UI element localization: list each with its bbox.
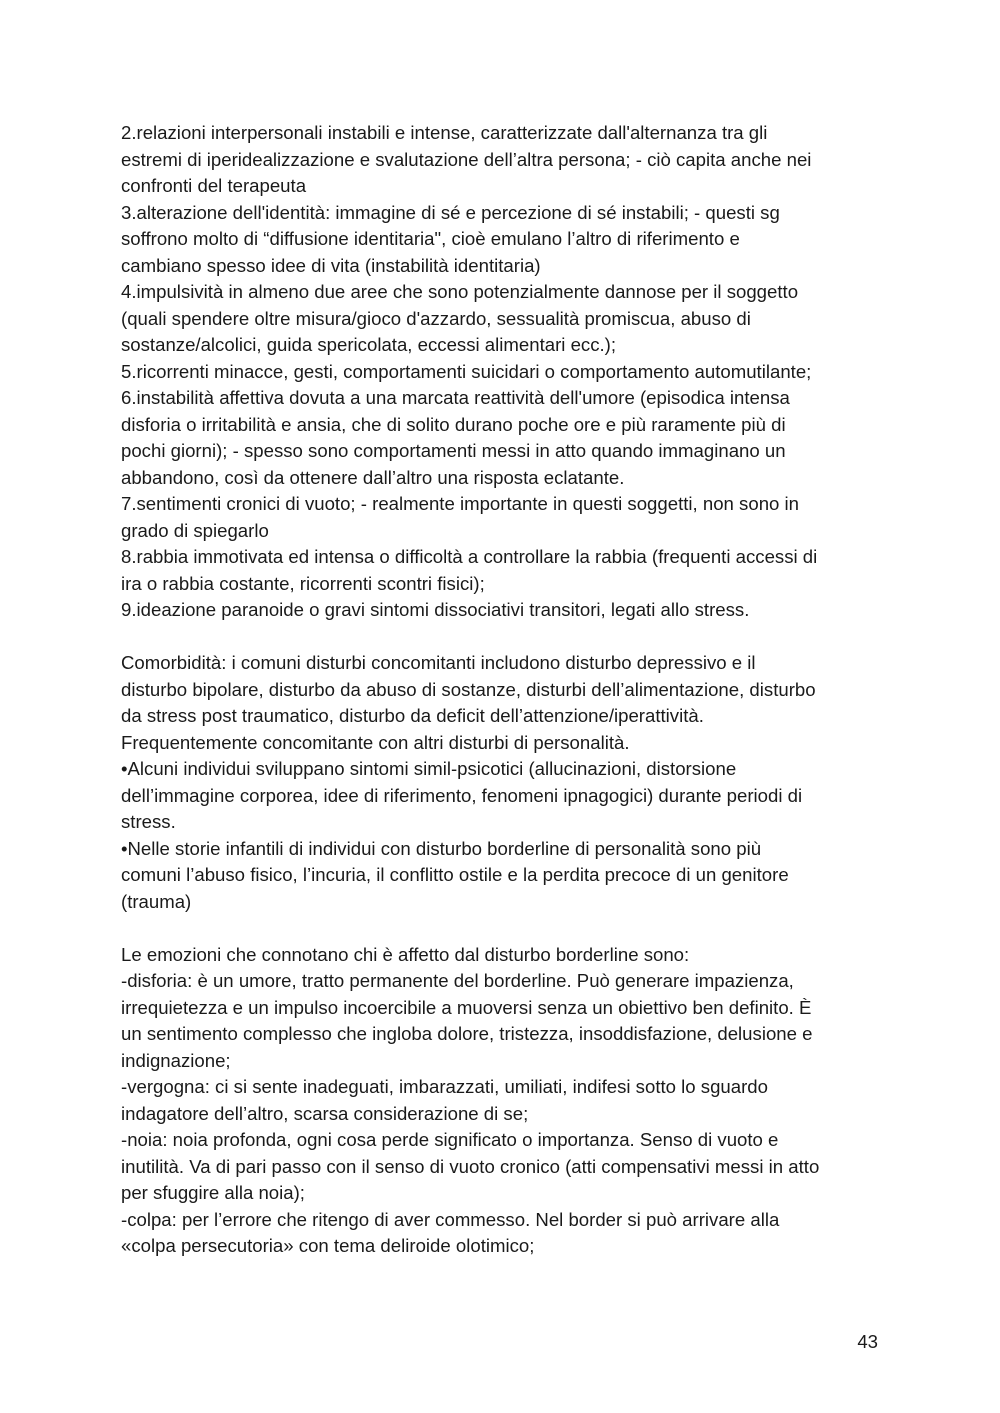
paragraph <box>121 942 891 1260</box>
text-line: comuni l’abuso fisico, l’incuria, il conflitto ostile e la perdita precoce di un genitore <box>121 864 789 885</box>
text-line: sostanze/alcolici, guida spericolata, eccessi alimentari ecc.); <box>121 334 617 355</box>
text-line: soffrono molto di “diffusione identitaria", cioè emulano l’altro di riferimento e <box>121 228 740 249</box>
text-line: 9.ideazione paranoide o gravi sintomi dissociativi transitori, legati allo stress. <box>121 599 750 620</box>
text-line: 7.sentimenti cronici di vuoto; - realmente importante in questi soggetti, non sono in <box>121 493 800 514</box>
text-line: inutilità. Va di pari passo con il senso di vuoto cronico (atti compensativi messi in atto <box>121 1155 820 1177</box>
text-line: indignazione; <box>121 1049 231 1071</box>
text-line: •Nelle storie infantili di individui con disturbo borderline di personalità sono più <box>121 837 762 859</box>
paragraph-gap <box>121 624 891 651</box>
text-line: (quali spendere oltre misura/gioco d'azzardo, sessualità promiscua, abuso di <box>121 307 751 329</box>
text-line: Frequentemente concomitante con altri disturbi di personalità. <box>121 731 630 753</box>
text-line: Le emozioni che connotano chi è affetto dal disturbo borderline sono: <box>121 943 690 965</box>
text-line: disforia o irritabilità e ansia, che di solito durano poche ore e più raramente più di <box>121 413 786 435</box>
paragraph-gap <box>121 915 891 942</box>
text-line: da stress post traumatico, disturbo da deficit dell’attenzione/iperattività. <box>121 705 704 726</box>
text-line: dell’immagine corporea, idee di riferimento, fenomeni ipnagogici) durante periodi di <box>121 784 803 806</box>
text-line: 4.impulsività in almeno due aree che sono potenzialmente dannose per il soggetto <box>121 281 799 302</box>
text-line: 2.relazioni interpersonali instabili e intense, caratterizzate dall'alternanza tra gli <box>121 122 768 143</box>
text-line: 3.alterazione dell'identità: immagine di sé e percezione di sé instabili; - questi sg <box>121 201 780 223</box>
text-line: -vergogna: ci si sente inadeguati, imbarazzati, umiliati, indifesi sotto lo sguardo <box>121 1076 768 1097</box>
text-line: irrequietezza e un impulso incoercibile a muoversi senza un obiettivo ben definito. È <box>121 996 812 1018</box>
text-line: stress. <box>121 811 176 832</box>
text-line: 6.instabilità affettiva dovuta a una marcata reattività dell'umore (episodica intensa <box>121 387 790 408</box>
text-line: confronti del terapeuta <box>121 175 307 196</box>
text-line: 5.ricorrenti minacce, gesti, comportamenti suicidari o comportamento automutilante; <box>121 360 812 382</box>
text-line: un sentimento complesso che ingloba dolore, tristezza, insoddisfazione, delusione e <box>121 1023 813 1044</box>
text-line: Comorbidità: i comuni disturbi concomitanti includono disturbo depressivo e il <box>121 652 756 673</box>
text-line: ira o rabbia costante, ricorrenti scontri fisici); <box>121 572 485 594</box>
paragraph <box>121 650 891 915</box>
text-line: cambiano spesso idee di vita (instabilità identitaria) <box>121 254 541 276</box>
text-line: -disforia: è un umore, tratto permanente del borderline. Può generare impazienza, <box>121 970 794 991</box>
text-line: •Alcuni individui sviluppano sintomi simil-psicotici (allucinazioni, distorsione <box>121 758 737 779</box>
page-number: 43 <box>857 1331 878 1352</box>
paragraph <box>121 120 891 624</box>
text-line: -colpa: per l’errore che ritengo di aver commesso. Nel border si può arrivare alla <box>121 1208 780 1230</box>
text-line: grado di spiegarlo <box>121 519 269 541</box>
text-line: pochi giorni); - spesso sono comportamenti messi in atto quando immaginano un <box>121 440 786 461</box>
text-line: indagatore dell’altro, scarsa considerazione di se; <box>121 1102 529 1124</box>
page-text <box>121 120 891 1260</box>
text-line: estremi di iperidealizzazione e svalutazione dell’altra persona; - ciò capita anche nei <box>121 148 812 170</box>
text-line: -noia: noia profonda, ogni cosa perde significato o importanza. Senso di vuoto e <box>121 1129 779 1150</box>
text-line: 8.rabbia immotivata ed intensa o difficoltà a controllare la rabbia (frequenti accessi di <box>121 546 818 567</box>
text-line: (trauma) <box>121 890 192 912</box>
text-line: per sfuggire alla noia); <box>121 1182 305 1203</box>
text-line: abbandono, così da ottenere dall’altro una risposta eclatante. <box>121 466 625 488</box>
text-line: disturbo bipolare, disturbo da abuso di sostanze, disturbi dell’alimentazione, disturbo <box>121 678 816 700</box>
text-line: «colpa persecutoria» con tema deliroide olotimico; <box>121 1235 535 1256</box>
